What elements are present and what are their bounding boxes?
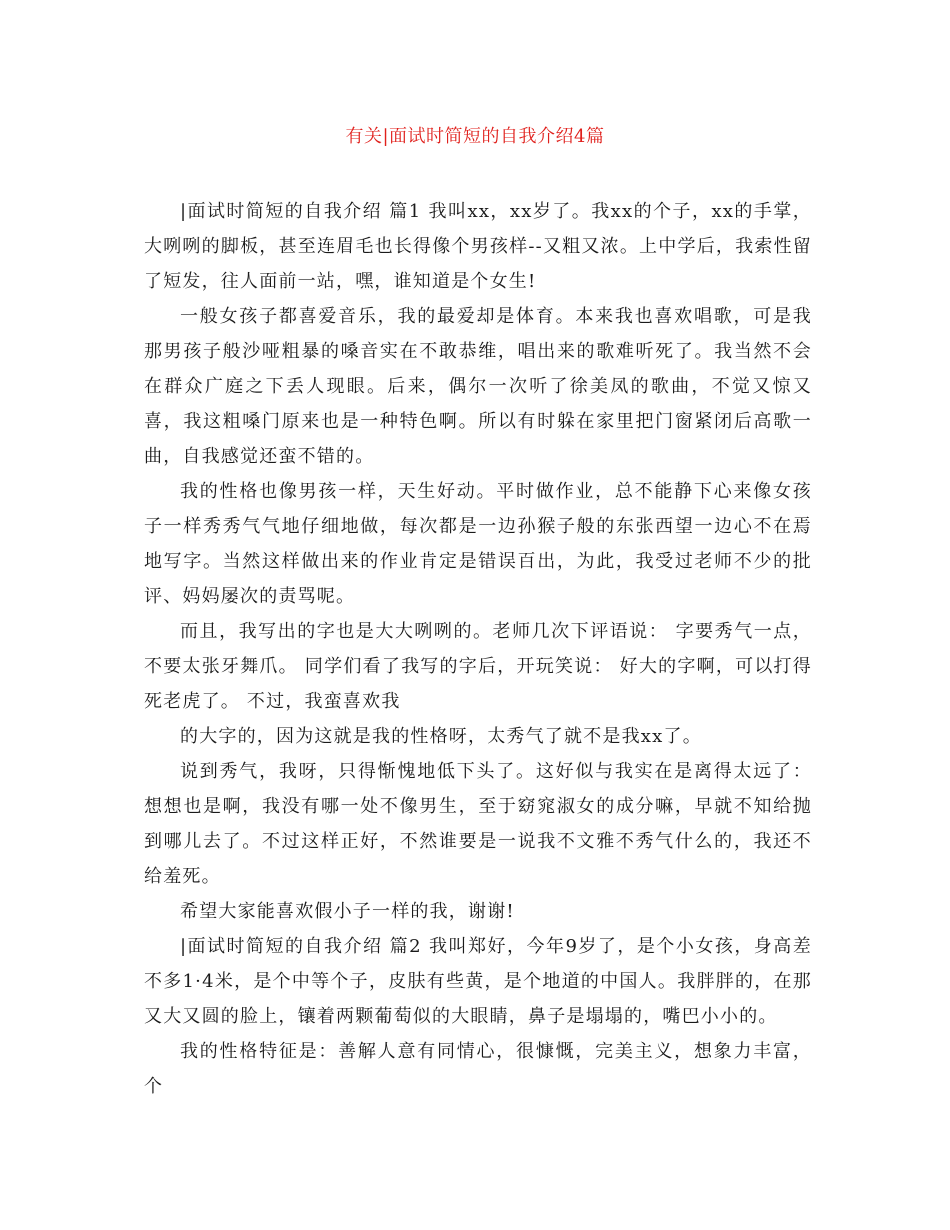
paragraph: 说到秀气，我呀，只得惭愧地低下头了。这好似与我实在是离得太远了：想想也是啊，我没有哪一处不像男生，至于窈窕淑女的成分嘛，早就不知给抛到哪儿去了。不过这样正好，不然谁要是一说我不文雅不秀气什么的，我还不给羞死。 — [144, 761, 812, 887]
document-body — [144, 194, 812, 1104]
paragraph: 我的性格也像男孩一样，天生好动。平时做作业，总不能静下心来像女孩子一样秀秀气气地仔细地做，每次都是一边孙猴子般的东张西望一边心不在焉地写字。当然这样做出来的作业肯定是错误百出，为此，我受过老师不少的批评、妈妈屡次的责骂呢。 — [144, 481, 812, 607]
paragraph: |面试时简短的自我介绍 篇2 我叫郑好，今年9岁了，是个小女孩，身高差不多1·4米，是个中等个子，皮肤有些黄，是个地道的中国人。我胖胖的，在那又大又圆的脸上，镶着两颗葡萄似的大眼睛，鼻子是塌塌的，嘴巴小小的。 — [144, 936, 812, 1027]
paragraph: 的大字的，因为这就是我的性格呀，太秀气了就不是我xx了。 — [180, 726, 702, 747]
paragraph: 我的性格特征是：善解人意有同情心，很慷慨，完美主义，想象力丰富，个 — [144, 1041, 812, 1097]
paragraph: 而且，我写出的字也是大大咧咧的。老师几次下评语说： 字要秀气一点，不要太张牙舞爪。 同学们看了我写的字后，开玩笑说： 好大的字啊，可以打得死老虎了。 不过，我蛮喜欢我 — [144, 621, 812, 712]
paragraph: 一般女孩子都喜爱音乐，我的最爱却是体育。本来我也喜欢唱歌，可是我那男孩子般沙哑粗暴的嗓音实在不敢恭维，唱出来的歌难听死了。我当然不会在群众广庭之下丢人现眼。后来，偶尔一次听了徐美凤的歌曲，不觉又惊又喜，我这粗嗓门原来也是一种特色啊。所以有时躲在家里把门窗紧闭后高歌一曲，自我感觉还蛮不错的。 — [144, 306, 812, 467]
paragraph: |面试时简短的自我介绍 篇1 我叫xx，xx岁了。我xx的个子，xx的手掌，大咧咧的脚板，甚至连眉毛也长得像个男孩样--又粗又浓。上中学后，我索性留了短发，往人面前一站，嘿，谁知道是个女生! — [144, 201, 812, 292]
paragraph: 希望大家能喜欢假小子一样的我，谢谢! — [180, 901, 515, 922]
document-title: 有关|面试时简短的自我介绍4篇 — [345, 126, 605, 147]
